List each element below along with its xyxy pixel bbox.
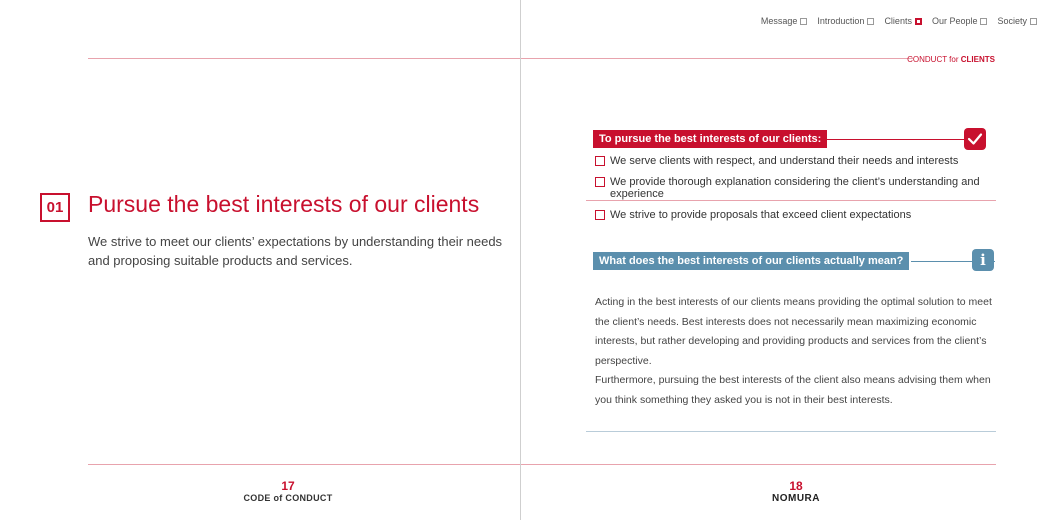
- list-item-text: We strive to provide proposals that exceed client expectations: [610, 209, 912, 221]
- faq-heading: What does the best interests of our clients actually mean?: [593, 252, 909, 270]
- checkbox-checked-icon: [915, 18, 922, 25]
- section-number-badge: 01: [40, 193, 70, 222]
- nav-item-message[interactable]: [761, 16, 808, 26]
- list-item: [595, 176, 985, 200]
- page-number: 17: [281, 479, 295, 493]
- checkbox-icon: [595, 177, 605, 187]
- checkbox-icon: [595, 210, 605, 220]
- footer-rule: [88, 464, 520, 465]
- nav-item-society[interactable]: [997, 16, 1037, 26]
- faq-answer: [595, 293, 995, 410]
- faq-paragraph-1: Acting in the best interests of our clients means providing the optimal solution to meet the client’s needs. Best interests does not necessarily mean maximizing economic interests, but rather developing and providing products and services from the client’s perspective.: [595, 296, 992, 367]
- checkbox-icon: [1030, 18, 1037, 25]
- list-item-text: We serve clients with respect, and understand their needs and interests: [610, 155, 959, 167]
- checkbox-icon: [980, 18, 987, 25]
- header-rule: [88, 58, 520, 59]
- section-title: Pursue the best interests of our clients: [88, 191, 480, 217]
- nav-label: Message: [760, 16, 798, 26]
- left-folio: [228, 480, 348, 504]
- commitments-list: [595, 155, 985, 230]
- commitments-divider: [586, 200, 996, 201]
- nav-item-clients[interactable]: [884, 16, 922, 26]
- chapter-name: CLIENTS: [960, 55, 995, 64]
- nav-label: Society: [997, 16, 1027, 26]
- commitments-heading: To pursue the best interests of our clients:: [593, 130, 827, 148]
- list-item-text: We provide thorough explanation considering the client’s understanding and experience: [610, 176, 980, 200]
- section-description: We strive to meet our clients’ expectations by understanding their needs and proposing suitable products and services.: [88, 234, 503, 268]
- right-page: [521, 0, 1040, 520]
- nav-label: Our People: [931, 16, 978, 26]
- page-number: 18: [789, 479, 803, 493]
- header-rule: [521, 58, 913, 59]
- footer-label: CODE of CONDUCT: [243, 493, 333, 503]
- footer-rule: [521, 464, 996, 465]
- list-item: [595, 155, 985, 167]
- faq-divider: [586, 431, 996, 432]
- chapter-nav: [761, 16, 1037, 26]
- list-item: [595, 209, 985, 221]
- commitments-heading-rule: [821, 139, 971, 140]
- checkmark-icon: [964, 128, 986, 150]
- chapter-label: [907, 55, 995, 64]
- nomura-logo: NOMURA: [772, 493, 820, 504]
- checkbox-icon: [867, 18, 874, 25]
- nav-item-our-people[interactable]: [932, 16, 988, 26]
- faq-paragraph-2: Furthermore, pursuing the best interests of the client also means advising them when you think something they asked you is not in their best interests.: [595, 374, 991, 406]
- nav-label: Introduction: [817, 16, 865, 26]
- checkbox-icon: [800, 18, 807, 25]
- chapter-prefix: CONDUCT for: [907, 55, 959, 64]
- info-icon: i: [972, 249, 994, 271]
- right-folio: [736, 480, 856, 504]
- checkbox-icon: [595, 156, 605, 166]
- nav-label: Clients: [884, 16, 912, 26]
- nav-item-introduction[interactable]: [817, 16, 874, 26]
